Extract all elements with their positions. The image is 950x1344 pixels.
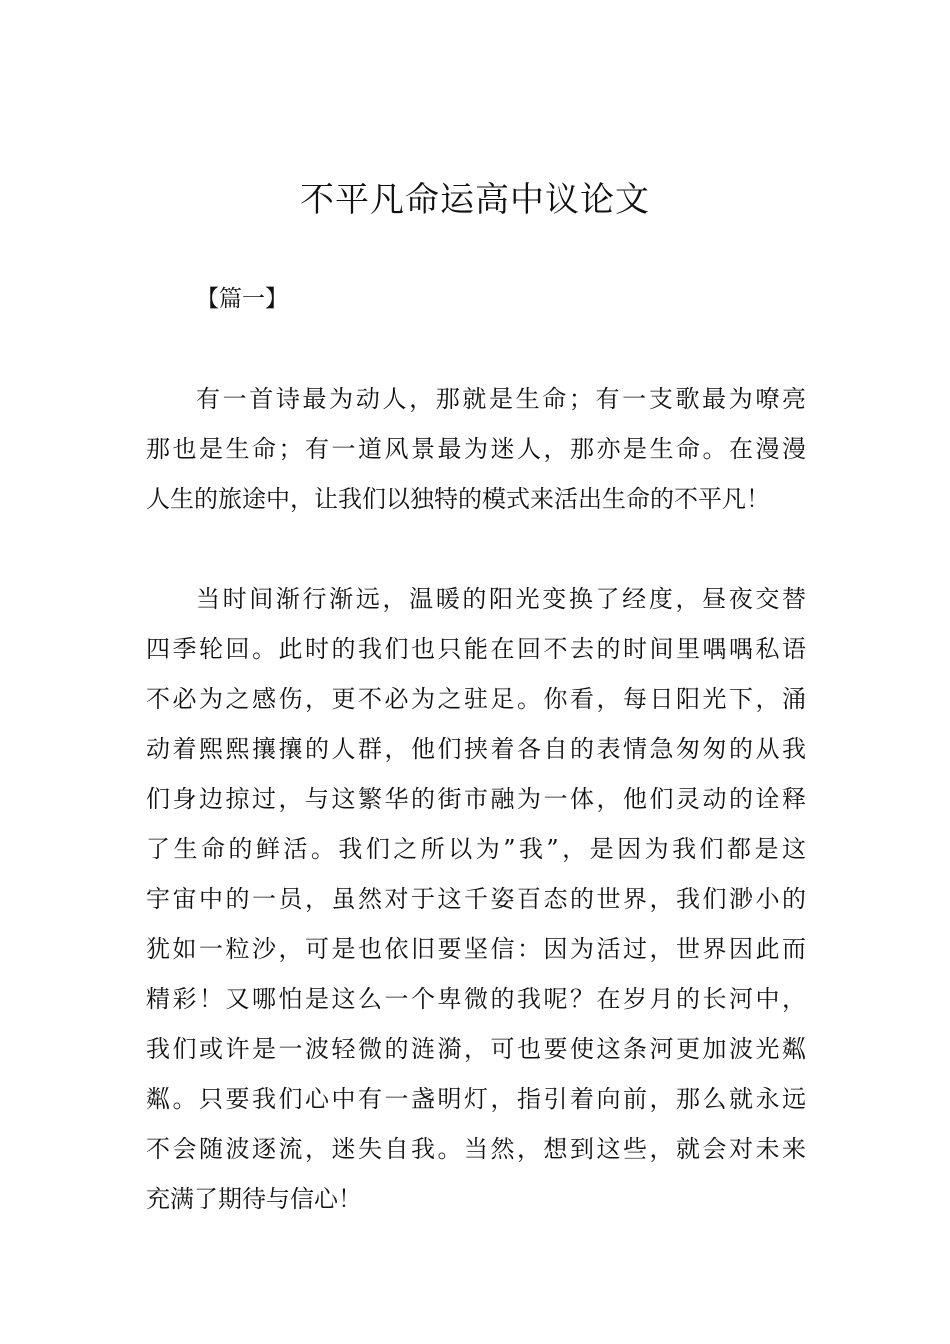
- paragraph-2-line-2: 四季轮回。此时的我们也只能在回不去的时间里喁喁私语: [146, 635, 806, 663]
- paragraph-2-line-11: 粼。只要我们心中有一盏明灯，指引着向前，那么就永远: [146, 1085, 806, 1113]
- paragraph-2-line-7: 宇宙中的一员，虽然对于这千姿百态的世界，我们渺小的: [146, 885, 806, 913]
- paragraph-2-line-8: 犹如一粒沙，可是也依旧要坚信：因为活过，世界因此而: [146, 935, 806, 963]
- paragraph-2-line-4: 动着熙熙攘攘的人群，他们挟着各自的表情急匆匆的从我: [146, 735, 806, 763]
- paragraph-2-line-6: 了生命的鲜活。我们之所以为”我”，是因为我们都是这: [146, 835, 806, 863]
- paragraph-2-line-10: 我们或许是一波轻微的涟漪，可也要使这条河更加波光粼: [146, 1035, 806, 1063]
- paragraph-2-line-1: 当时间渐行渐远，温暖的阳光变换了经度，昼夜交替: [196, 585, 806, 613]
- paragraph-2-line-3: 不必为之感伤，更不必为之驻足。你看，每日阳光下，涌: [146, 685, 806, 713]
- section-label: 【篇一】: [196, 286, 288, 312]
- document-title: 不平凡命运高中议论文: [300, 180, 650, 220]
- paragraph-2-line-13: 充满了期待与信心！: [146, 1185, 362, 1213]
- paragraph-1-line-1: 有一首诗最为动人，那就是生命；有一支歌最为嘹亮: [196, 385, 806, 413]
- paragraph-2-line-9: 精彩！又哪怕是这么一个卑微的我呢？在岁月的长河中，: [146, 985, 806, 1013]
- paragraph-2-line-5: 们身边掠过，与这繁华的街市融为一体，他们灵动的诠释: [146, 785, 806, 813]
- paragraph-1-line-3: 人生的旅途中，让我们以独特的模式来活出生命的不平凡！: [146, 485, 770, 513]
- paragraph-2-line-12: 不会随波逐流，迷失自我。当然，想到这些，就会对未来: [146, 1135, 806, 1163]
- paragraph-1-line-2: 那也是生命；有一道风景最为迷人，那亦是生命。在漫漫: [146, 435, 806, 463]
